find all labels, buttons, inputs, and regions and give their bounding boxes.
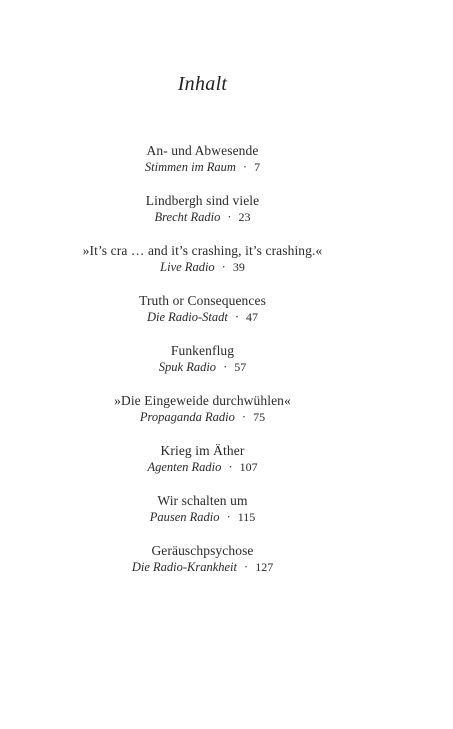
chapter-subtitle: Stimmen im Raum [144,160,236,174]
page-number: 57 [234,360,247,374]
toc-entry [0,342,405,392]
chapter-subtitle: Spuk Radio [158,360,217,374]
chapter-subtitle-line [0,359,405,376]
chapter-title: »It’s cra … and it’s crashing, it’s crashing.« [82,243,323,258]
page-separator: · [226,510,231,524]
chapter-subtitle: Pausen Radio [149,510,220,524]
page-number: 127 [255,560,274,574]
chapter-subtitle-line [0,559,405,576]
page-separator: · [244,560,249,574]
toc-entry [0,542,405,592]
page-number: 39 [232,260,245,274]
toc-entry [0,392,405,442]
toc-entry [0,492,405,542]
chapter-title: An- und Abwesende [146,143,259,158]
toc-entry [0,142,405,192]
chapter-subtitle: Agenten Radio [147,460,222,474]
page-number: 107 [239,460,258,474]
page-title: Inhalt [177,73,228,95]
toc-entry [0,292,405,342]
chapter-subtitle-line [0,159,405,176]
chapter-subtitle-line [0,459,405,476]
page-number: 75 [253,410,266,424]
chapter-subtitle: Live Radio [160,260,215,274]
chapter-title: Funkenflug [170,343,235,358]
chapter-subtitle-line [0,409,405,426]
chapter-subtitle-line [0,209,405,226]
page-number: 47 [246,310,259,324]
chapter-subtitle-line [0,509,405,526]
toc-entry [0,192,405,242]
chapter-subtitle: Brecht Radio [154,210,221,224]
chapter-title: »Die Eingeweide durchwühlen« [114,393,291,408]
page-number: 115 [237,510,256,524]
table-of-contents [0,142,405,592]
page-number: 23 [238,210,251,224]
page-separator: · [221,260,226,274]
chapter-subtitle-line [0,259,405,276]
page-separator: · [234,310,240,324]
chapter-subtitle-line [0,309,405,326]
page-separator: · [241,410,247,424]
chapter-title: Krieg im Äther [160,443,245,458]
chapter-subtitle: Die Radio-Krankheit [131,560,238,574]
chapter-title: Lindbergh sind viele [145,193,260,208]
page-separator: · [228,460,233,474]
page-number: 7 [254,160,261,174]
page-separator: · [242,160,248,174]
chapter-title: Geräuschpsychose [151,543,254,558]
toc-entry [0,242,405,292]
chapter-subtitle: Die Radio-Stadt [146,310,228,324]
page-separator: · [227,210,232,224]
chapter-title: Wir schalten um [157,493,248,508]
page-separator: · [223,360,228,374]
toc-entry [0,442,405,492]
chapter-subtitle: Propaganda Radio [139,410,235,424]
chapter-title: Truth or Consequences [139,293,266,308]
